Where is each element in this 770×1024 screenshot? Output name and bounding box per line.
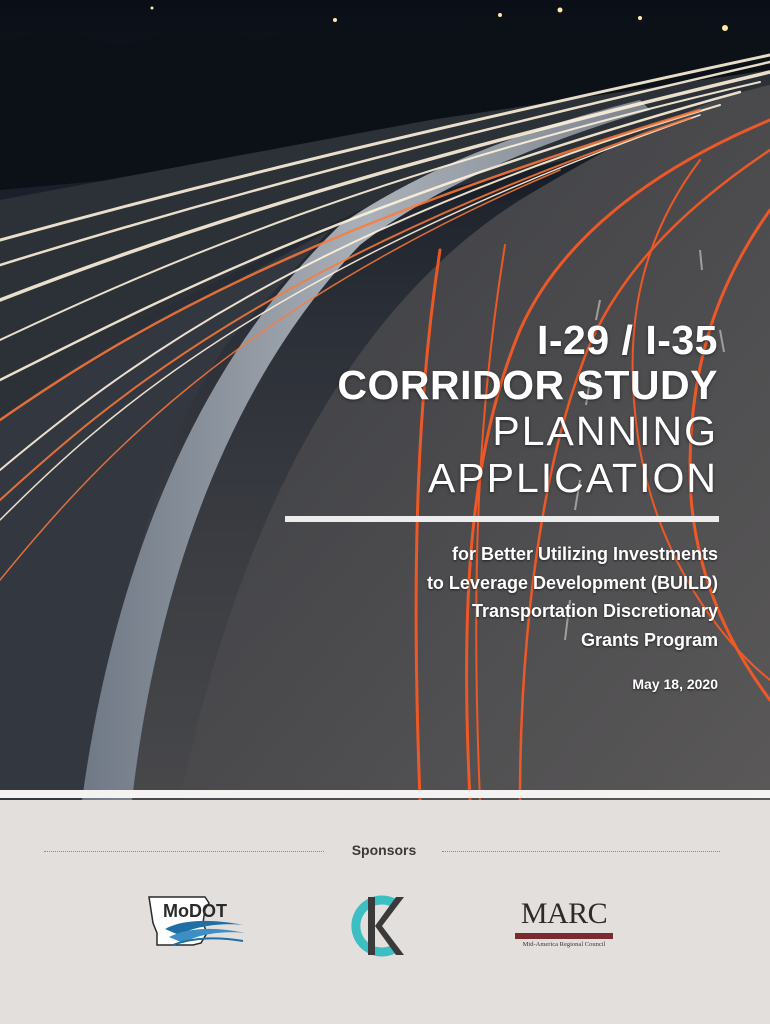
subtitle-line: to Leverage Development (BUILD) [426, 572, 718, 593]
dotted-divider [44, 851, 324, 852]
marc-wordmark: MARC [520, 897, 608, 930]
modot-logo-mark [143, 893, 253, 953]
subtitle-line: Grants Program [580, 629, 718, 650]
title-rule [285, 516, 719, 522]
subtitle-line: Transportation Discretionary [471, 601, 718, 621]
title-line-3: PLANNING [492, 408, 718, 454]
kc-logo [350, 893, 410, 959]
marc-bar [515, 933, 613, 939]
sponsors-label: Sponsors [351, 842, 417, 858]
cover-title [337, 318, 718, 502]
marc-logo [513, 898, 615, 958]
kc-logo-mark [350, 893, 410, 959]
title-line-1: I-29 / I-35 [537, 317, 718, 363]
subtitle-line: for Better Utilizing Investments [451, 544, 718, 564]
title-line-4: APPLICATION [427, 455, 718, 501]
svg-text:MoDOT: MoDOT [163, 901, 227, 921]
marc-subtext: Mid-America Regional Council [522, 941, 606, 948]
cover-subtitle [427, 540, 718, 654]
modot-logo [143, 893, 253, 953]
cover-divider-stripe [0, 790, 770, 798]
cover-date: May 18, 2020 [632, 676, 718, 692]
sponsors-header [44, 840, 720, 864]
dotted-divider [442, 851, 720, 852]
title-line-2: CORRIDOR STUDY [337, 362, 718, 408]
